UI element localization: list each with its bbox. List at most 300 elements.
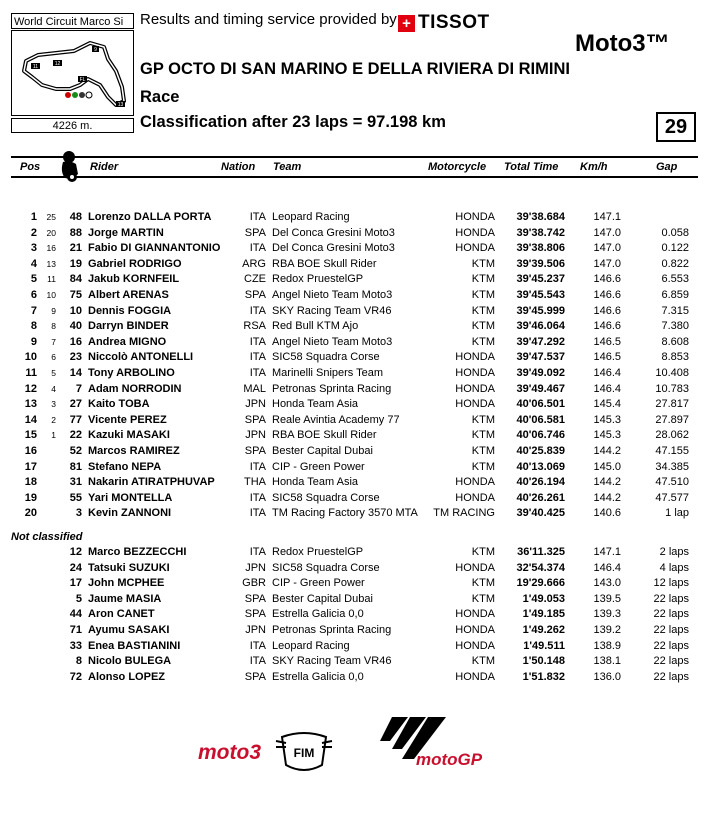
rider-number: 72	[69, 670, 82, 683]
col-team: Team	[273, 161, 302, 173]
svg-text:motoGP: motoGP	[416, 750, 483, 769]
moto3-logo	[198, 741, 261, 764]
speed: 146.4	[593, 367, 621, 379]
rider-name: Marco BEZZECCHI	[88, 546, 187, 558]
rider-number: 16	[69, 335, 82, 348]
position: 15	[24, 429, 37, 442]
speed: 146.5	[593, 351, 621, 364]
motorcycle: HONDA	[455, 398, 495, 411]
team: RBA BOE Skull Rider	[272, 429, 377, 442]
team: SKY Racing Team VR46	[272, 304, 392, 317]
position: 1	[30, 211, 37, 223]
speed: 144.2	[593, 491, 621, 504]
team: Reale Avintia Academy 77	[272, 413, 400, 426]
track-label-12: 12	[54, 61, 61, 67]
motorcycle: HONDA	[455, 476, 495, 489]
position: 7	[30, 304, 37, 317]
gap: 6.553	[661, 273, 689, 286]
session-name: Race	[140, 88, 180, 106]
gap: 22 laps	[653, 655, 689, 668]
team: Estrella Galicia 0,0	[272, 670, 364, 683]
table-row	[0, 350, 712, 366]
rider-name: Dennis FOGGIA	[88, 304, 172, 317]
position: 10	[24, 351, 37, 364]
rider-name: Jakub KORNFEIL	[88, 273, 180, 286]
motorcycle: HONDA	[455, 211, 495, 223]
speed: 147.0	[593, 242, 621, 255]
nation: JPN	[245, 624, 266, 636]
total-time: 39'38.684	[516, 211, 565, 223]
position: 8	[30, 320, 37, 333]
speed: 138.1	[593, 655, 621, 668]
grid-position: 13	[46, 258, 56, 269]
not-classified-label: Not classified	[11, 531, 83, 543]
rider-number: 19	[69, 257, 82, 270]
rider-name: John MCPHEE	[88, 577, 165, 590]
header-bottom-rule	[11, 176, 698, 178]
team: RBA BOE Skull Rider	[272, 257, 377, 270]
motorcycle: KTM	[471, 445, 495, 457]
table-row	[0, 288, 712, 304]
table-row-not-classified	[0, 670, 712, 686]
total-time: 39'49.092	[516, 367, 565, 379]
rider-number: 77	[69, 413, 82, 426]
table-row-not-classified	[0, 607, 712, 623]
rider-name: Ayumu SASAKI	[88, 624, 170, 636]
track-length: 4226 m.	[11, 118, 134, 133]
rider-number: 17	[69, 577, 82, 590]
team: Del Conca Gresini Moto3	[272, 226, 395, 239]
classification-summary: Classification after 23 laps = 97.198 km	[140, 113, 446, 131]
rider-number: 88	[69, 226, 82, 239]
team: Honda Team Asia	[272, 398, 359, 411]
rider-number: 8	[75, 655, 82, 668]
grid-position: 4	[51, 383, 56, 394]
team: Marinelli Snipers Team	[272, 367, 384, 379]
laps-box: 29	[656, 112, 696, 142]
footer-logos	[196, 713, 486, 785]
nation: ITA	[249, 460, 266, 473]
table-row-not-classified	[0, 639, 712, 655]
gap: 22 laps	[653, 608, 689, 621]
nation: JPN	[245, 398, 266, 411]
rider-name: Nakarin ATIRATPHUVAP	[88, 476, 215, 489]
grid-position: 9	[51, 305, 56, 316]
nation: ITA	[249, 655, 266, 668]
position: 11	[25, 367, 37, 379]
gap: 22 laps	[653, 592, 689, 605]
gap: 0.122	[661, 242, 689, 255]
total-time: 1'49.511	[523, 639, 565, 652]
grid-position: 11	[47, 274, 56, 285]
nation: SPA	[244, 608, 266, 621]
total-time: 39'38.806	[516, 242, 565, 255]
motorcycle: KTM	[471, 304, 495, 317]
total-time: 39'45.543	[516, 289, 565, 301]
rider-name: Lorenzo DALLA PORTA	[88, 211, 212, 223]
speed: 146.6	[593, 304, 621, 317]
team: SIC58 Squadra Corse	[272, 491, 380, 504]
rider-name: Jorge MARTIN	[88, 226, 164, 239]
table-row	[0, 460, 712, 476]
rider-name: Albert ARENAS	[88, 289, 169, 301]
team: Angel Nieto Team Moto3	[272, 289, 393, 301]
gap: 10.408	[655, 367, 689, 379]
nation: GBR	[242, 577, 266, 590]
nation: THA	[244, 476, 266, 489]
col-nation: Nation	[221, 161, 256, 173]
rider-number: 27	[69, 398, 82, 411]
motorcycle: KTM	[471, 413, 495, 426]
motorcycle: KTM	[471, 273, 495, 286]
motorcycle: KTM	[471, 546, 495, 558]
speed: 146.6	[593, 320, 621, 333]
team: Angel Nieto Team Moto3	[272, 335, 393, 348]
motorcycle: HONDA	[455, 226, 495, 239]
col-pos: Pos	[20, 161, 41, 173]
speed: 147.1	[593, 211, 621, 223]
rider-name: Aron CANET	[88, 608, 155, 621]
rider-number: 22	[69, 429, 82, 442]
gap: 34.385	[655, 460, 689, 473]
total-time: 39'45.237	[516, 273, 565, 286]
team: Del Conca Gresini Moto3	[272, 242, 395, 255]
table-row	[0, 428, 712, 444]
rider-number: 33	[69, 639, 82, 652]
nation: CZE	[244, 273, 266, 286]
table-row	[0, 210, 712, 226]
rider-name: Kazuki MASAKI	[88, 429, 170, 442]
gap: 47.510	[655, 476, 689, 489]
track-map-icon	[12, 31, 133, 115]
motorcycle: KTM	[471, 577, 495, 590]
team: Estrella Galicia 0,0	[272, 608, 364, 621]
grid-position: 16	[46, 243, 56, 254]
rider-number: 52	[69, 445, 82, 457]
team: SKY Racing Team VR46	[272, 655, 392, 668]
nation: ITA	[249, 491, 266, 504]
speed: 139.3	[593, 608, 621, 621]
team: Leopard Racing	[272, 211, 350, 223]
nation: SPA	[244, 670, 266, 683]
position: 19	[24, 491, 37, 504]
col-kmh: Km/h	[580, 161, 608, 173]
total-time: 1'49.262	[522, 624, 565, 636]
motorcycle: KTM	[471, 320, 495, 333]
table-row	[0, 335, 712, 351]
rider-number: 23	[69, 351, 82, 364]
team: Bester Capital Dubai	[272, 592, 373, 605]
gap: 2 laps	[659, 546, 689, 558]
gap: 8.608	[661, 335, 689, 348]
motorcycle: HONDA	[455, 561, 495, 574]
nation: ARG	[242, 257, 266, 270]
motorcycle: HONDA	[455, 351, 495, 364]
position: 18	[24, 476, 37, 489]
motorcycle: KTM	[471, 289, 495, 301]
gap: 7.380	[661, 320, 689, 333]
rider-name: Vicente PEREZ	[88, 413, 167, 426]
position: 12	[24, 382, 37, 395]
nation: ITA	[249, 546, 266, 558]
total-time: 39'47.292	[516, 335, 565, 348]
team: TM Racing Factory 3570 MTA	[272, 507, 418, 520]
team: CIP - Green Power	[272, 460, 365, 473]
speed: 144.2	[593, 445, 621, 457]
table-row	[0, 319, 712, 335]
team: SIC58 Squadra Corse	[272, 561, 380, 574]
speed: 143.0	[593, 577, 621, 590]
speed: 145.0	[593, 460, 621, 473]
speed: 147.1	[593, 546, 621, 558]
rider-name: Stefano NEPA	[88, 460, 162, 473]
speed: 146.4	[593, 382, 621, 395]
gap: 28.062	[655, 429, 689, 442]
total-time: 39'46.064	[516, 320, 565, 333]
table-row-not-classified	[0, 654, 712, 670]
total-time: 36'11.325	[517, 546, 565, 558]
total-time: 39'38.742	[516, 226, 565, 239]
total-time: 40'13.069	[516, 460, 565, 473]
gap: 47.577	[655, 491, 689, 504]
table-row-not-classified	[0, 623, 712, 639]
table-row	[0, 475, 712, 491]
total-time: 32'54.374	[516, 561, 565, 574]
track-label-13: 13	[117, 102, 124, 108]
nation: ITA	[249, 335, 266, 348]
total-time: 40'26.261	[516, 491, 565, 504]
table-row	[0, 397, 712, 413]
total-time: 1'50.148	[522, 655, 565, 668]
team: CIP - Green Power	[272, 577, 365, 590]
rider-name: Marcos RAMIREZ	[88, 445, 180, 457]
gap: 4 laps	[659, 561, 689, 574]
total-time: 39'49.467	[516, 382, 565, 395]
table-row-not-classified	[0, 576, 712, 592]
gap: 27.817	[655, 398, 689, 411]
nation: JPN	[245, 561, 266, 574]
track-label-9: 9	[94, 47, 97, 53]
track-map	[11, 30, 134, 116]
rider-name: Gabriel RODRIGO	[88, 257, 182, 270]
col-total-time: Total Time	[504, 161, 559, 173]
rider-number: 75	[69, 289, 82, 301]
grid-position: 25	[46, 212, 56, 222]
team: SIC58 Squadra Corse	[272, 351, 380, 364]
col-rider: Rider	[90, 161, 119, 173]
fim-logo	[276, 733, 332, 770]
motorcycle: HONDA	[455, 382, 495, 395]
gap: 6.859	[661, 289, 689, 301]
svg-text:moto3: moto3	[198, 741, 261, 764]
speed: 144.2	[593, 476, 621, 489]
nation: ITA	[249, 242, 266, 255]
rider-name: Fabio DI GIANNANTONIO	[88, 242, 221, 255]
position: 16	[24, 445, 37, 457]
speed: 146.4	[593, 561, 621, 574]
rider-number: 24	[69, 561, 82, 574]
speed: 146.5	[593, 335, 621, 348]
total-time: 40'06.581	[516, 413, 565, 426]
nation: ITA	[249, 351, 266, 364]
speed: 140.6	[593, 507, 621, 520]
tissot-cross-icon: +	[398, 15, 415, 32]
motorcycle: KTM	[471, 460, 495, 473]
gap: 27.897	[655, 413, 689, 426]
table-row	[0, 506, 712, 522]
nation: ITA	[249, 367, 266, 379]
position: 2	[30, 226, 37, 239]
total-time: 1'51.832	[522, 670, 565, 683]
table-row	[0, 241, 712, 257]
position: 3	[30, 242, 37, 255]
total-time: 39'39.506	[516, 257, 565, 270]
rider-name: Tony ARBOLINO	[88, 367, 175, 379]
gp-name: GP OCTO DI SAN MARINO E DELLA RIVIERA DI RIMINI	[140, 60, 570, 78]
speed: 136.0	[593, 670, 621, 683]
grid-position: 7	[51, 336, 56, 347]
team: Redox PruestelGP	[272, 273, 364, 286]
rider-name: Niccolò ANTONELLI	[88, 351, 194, 364]
rider-name: Adam NORRODIN	[88, 382, 182, 395]
team: Bester Capital Dubai	[272, 445, 373, 457]
motorcycle: KTM	[471, 429, 495, 442]
total-time: 39'40.425	[516, 507, 565, 520]
grid-position: 5	[51, 368, 56, 378]
grid-position: 6	[51, 352, 56, 363]
team: Petronas Sprinta Racing	[272, 624, 392, 636]
circuit-name: World Circuit Marco Si	[11, 13, 134, 29]
nation: ITA	[249, 639, 266, 652]
total-time: 39'45.999	[516, 304, 565, 317]
table-row	[0, 257, 712, 273]
nation: SPA	[244, 445, 266, 457]
rider-number: 3	[75, 507, 82, 520]
gap: 7.315	[661, 304, 689, 317]
nation: RSA	[243, 320, 266, 333]
rider-number: 55	[69, 491, 82, 504]
total-time: 40'06.746	[516, 429, 565, 442]
motorcycle: HONDA	[455, 608, 495, 621]
speed: 147.0	[593, 226, 621, 239]
timing-service-text: Results and timing service provided by	[140, 11, 397, 28]
speed: 139.5	[593, 592, 621, 605]
table-row-not-classified	[0, 545, 712, 561]
table-row	[0, 272, 712, 288]
rider-name: Yari MONTELLA	[88, 491, 173, 504]
gap: 47.155	[655, 445, 689, 457]
total-time: 40'26.194	[516, 476, 565, 489]
rider-name: Darryn BINDER	[88, 320, 169, 333]
table-row-not-classified	[0, 592, 712, 608]
speed: 145.4	[593, 398, 621, 411]
grid-position: 20	[46, 227, 56, 238]
table-row-not-classified	[0, 561, 712, 577]
nation: ITA	[249, 507, 266, 520]
nation: SPA	[244, 413, 266, 426]
table-row	[0, 226, 712, 242]
position: 13	[24, 398, 37, 411]
table-row	[0, 444, 712, 460]
motorcycle: HONDA	[455, 624, 495, 636]
rider-number: 7	[75, 382, 82, 395]
team: Redox PruestelGP	[272, 546, 364, 558]
rider-name: Enea BASTIANINI	[88, 639, 181, 652]
grid-position: 1	[51, 430, 56, 441]
tissot-wordmark: TISSOT	[418, 12, 490, 33]
grid-position: 10	[46, 290, 56, 300]
gap: 22 laps	[653, 624, 689, 636]
team: Petronas Sprinta Racing	[272, 382, 392, 395]
nation: SPA	[244, 289, 266, 301]
track-label-fl: FL	[79, 77, 86, 83]
nation: SPA	[244, 226, 266, 239]
gap: 10.783	[655, 382, 689, 395]
motorcycle-rider-icon	[56, 150, 84, 182]
rider-name: Alonso LOPEZ	[88, 670, 165, 683]
total-time: 1'49.185	[522, 608, 565, 621]
total-time: 1'49.053	[522, 592, 565, 605]
class-name: Moto3™	[575, 30, 670, 57]
nation: MAL	[243, 382, 266, 395]
speed: 139.2	[593, 624, 621, 636]
speed: 145.3	[593, 429, 621, 442]
total-time: 40'25.839	[516, 445, 565, 457]
grid-position: 8	[51, 321, 56, 332]
rider-number: 81	[69, 460, 82, 473]
motorcycle: HONDA	[455, 491, 495, 504]
track-label-11: 11	[32, 64, 39, 70]
rider-name: Kaito TOBA	[88, 398, 150, 411]
table-row	[0, 304, 712, 320]
total-time: 39'47.537	[516, 351, 565, 364]
position: 20	[24, 507, 37, 520]
motogp-logo	[380, 717, 483, 769]
table-row	[0, 413, 712, 429]
rider-number: 12	[69, 546, 82, 558]
col-motorcycle: Motorcycle	[428, 161, 487, 173]
grid-position: 3	[51, 399, 56, 410]
grid-position: 2	[51, 414, 56, 425]
rider-name: Tatsuki SUZUKI	[88, 561, 170, 574]
team: Honda Team Asia	[272, 476, 359, 489]
gap: 22 laps	[653, 639, 689, 652]
position: 14	[24, 413, 37, 426]
speed: 146.6	[593, 289, 621, 301]
gap: 0.058	[661, 226, 689, 239]
rider-name: Nicolo BULEGA	[88, 655, 172, 668]
total-time: 40'06.501	[516, 398, 565, 411]
position: 4	[30, 257, 37, 270]
position: 17	[24, 460, 37, 473]
table-row	[0, 366, 712, 382]
motorcycle: TM RACING	[433, 507, 495, 520]
rider-name: Kevin ZANNONI	[88, 507, 172, 520]
table-row	[0, 491, 712, 507]
total-time: 19'29.666	[516, 577, 565, 590]
rider-number: 44	[69, 608, 82, 621]
speed: 145.3	[593, 413, 621, 426]
position: 5	[30, 273, 37, 286]
position: 6	[30, 289, 37, 301]
rider-number: 10	[69, 304, 82, 317]
rider-number: 5	[75, 592, 82, 605]
rider-number: 14	[69, 367, 82, 379]
position: 9	[30, 335, 37, 348]
gap: 0.822	[661, 257, 689, 270]
gap: 1 lap	[665, 507, 689, 520]
nation: JPN	[245, 429, 266, 442]
